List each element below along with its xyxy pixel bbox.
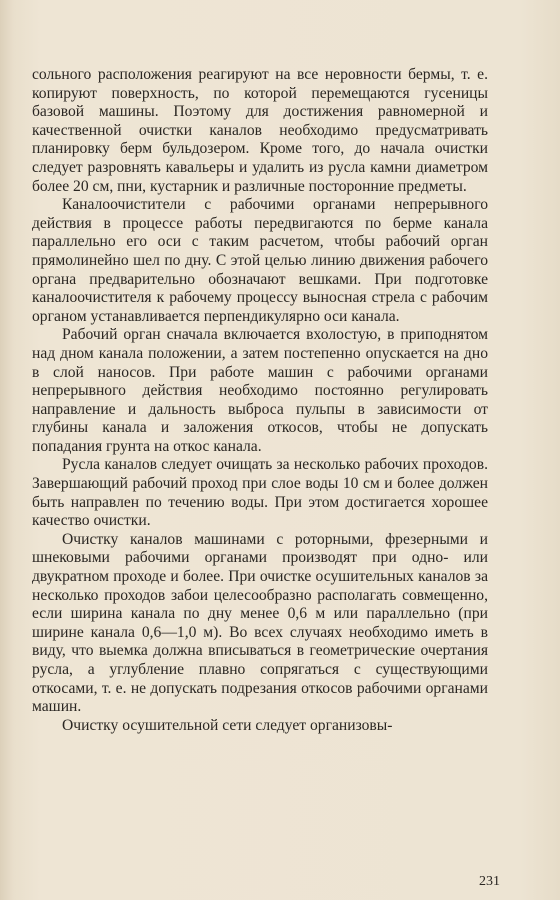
paragraph: Очистку каналов машинами с роторными, фрезерными и шнековыми рабочими органами производят при одно- или двукратном проходе и более. При очистке осушительных каналов за несколько проходов забои целесообразно располагать совмещенно, если ширина канала по дну менее 0,6 м или параллельно (при ширине канала 0,6—1,0 м). Во всех случаях необходимо иметь в виду, что выемка должна вписываться в геометрические очертания русла, а углубление плавно сопрягаться с существующими откосами, т. е. не допускать подрезания откосов рабочими органами машин. <box>32 530 488 716</box>
paragraph: Очистку осушительной сети следует организовы- <box>62 716 393 734</box>
page-number: 231 <box>479 874 500 889</box>
paragraph: сольного расположения реагируют на все неровности бермы, т. е. копируют поверхность, по которой перемещаются гусеницы базовой машины. Поэтому для достижения равномерной и качественной очистки каналов необходимо предусматривать планировку берм бульдозером. Кроме того, до начала очистки следует разровнять кавальеры и удалить из русла камни диаметром более 20 см, пни, кустарник и различные посторонние предметы. <box>32 66 488 195</box>
paragraph: Рабочий орган сначала включается вхолостую, в приподнятом над дном канала положении, а затем постепенно опускается на дно в слой наносов. При работе машин с рабочими органами непрерывного действия необходимо постоянно регулировать направление и дальность выброса пульпы в зависимости от глубины канала и заложения откосов, чтобы не допускать попадания грунта на откос канала. <box>32 326 488 455</box>
body-text <box>32 66 488 735</box>
paragraph: Каналоочистители с рабочими органами непрерывного действия в процессе работы передвигаются по берме канала параллельно его оси с таким расчетом, чтобы рабочий орган прямолинейно шел по дну. С этой целью линию движения рабочего органа предварительно обозначают вешками. При подготовке каналоочистителя к рабочему процессу выносная стрела с рабочим органом устанавливается перпендикулярно оси канала. <box>32 196 488 325</box>
paragraph: Русла каналов следует очищать за несколько рабочих проходов. Завершающий рабочий проход при слое воды 10 см и более должен быть направлен по течению воды. При этом достигается хорошее качество очистки. <box>32 456 488 530</box>
